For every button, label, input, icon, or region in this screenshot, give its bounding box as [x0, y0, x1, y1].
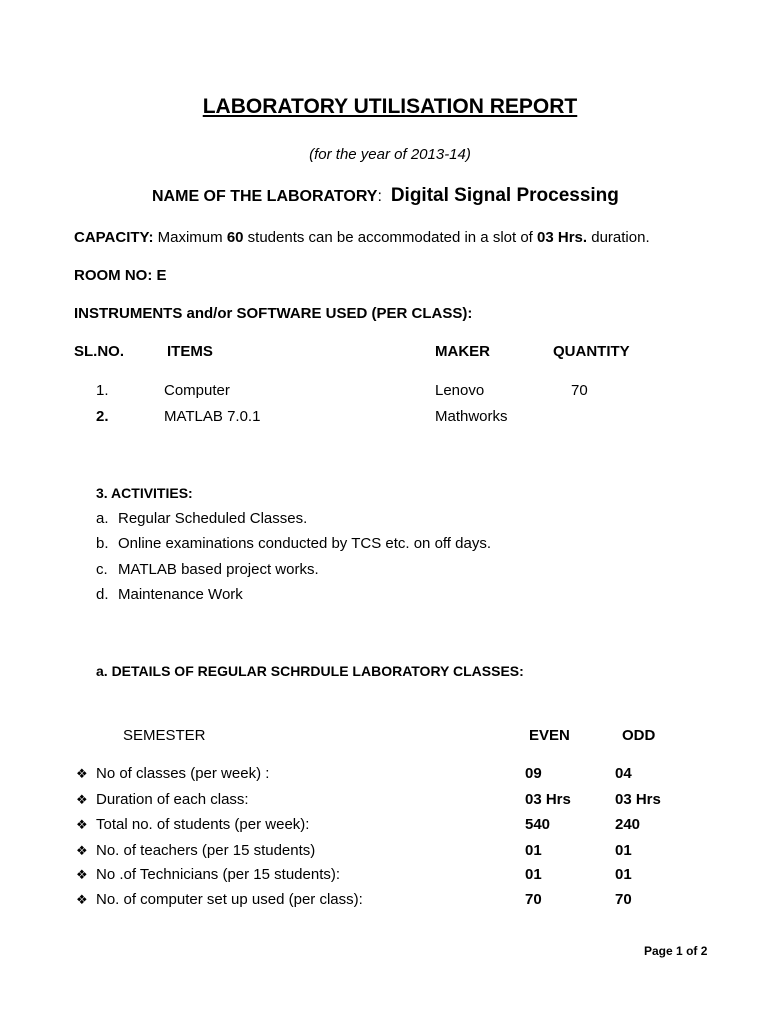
semester-row-odd: 01 — [615, 866, 632, 883]
semester-row-odd: 04 — [615, 765, 632, 782]
activity-text: Regular Scheduled Classes. — [118, 510, 308, 527]
page-total: 2 — [700, 944, 708, 958]
semester-row — [76, 765, 269, 782]
lab-name-value: Digital Signal Processing — [390, 185, 619, 206]
page-number — [644, 944, 707, 958]
lab-name-line — [152, 185, 619, 207]
odd-header: ODD — [622, 727, 656, 744]
semester-row-label: No .of Technicians (per 15 students): — [96, 866, 341, 883]
instruments-header-items: ITEMS — [167, 343, 213, 360]
activity-item-b — [96, 535, 491, 552]
diamond-bullet-icon: ❖ — [76, 867, 88, 882]
semester-row — [76, 791, 249, 808]
semester-row-label: Total no. of students (per week): — [96, 816, 310, 833]
capacity-line — [74, 229, 650, 246]
activity-item-d — [96, 586, 243, 603]
semester-header: SEMESTER — [123, 727, 206, 744]
semester-row — [76, 891, 363, 908]
semester-row — [76, 866, 340, 883]
semester-row-odd: 01 — [615, 842, 632, 859]
capacity-text1: Maximum — [157, 229, 223, 246]
semester-row-label: No of classes (per week) : — [96, 765, 270, 782]
capacity-students: 60 — [226, 229, 244, 246]
activity-item-c — [96, 561, 319, 578]
instrument-row-2-maker: Mathworks — [435, 408, 508, 425]
instrument-row-2-item: MATLAB 7.0.1 — [164, 408, 261, 425]
activity-text: Online examinations conducted by TCS etc. on off days. — [118, 535, 491, 552]
semester-row-even: 70 — [525, 891, 542, 908]
activities-heading: 3. ACTIVITIES: — [96, 485, 193, 501]
semester-row-label: No. of teachers (per 15 students) — [96, 842, 316, 859]
activity-marker: d. — [96, 586, 109, 603]
activity-text: MATLAB based project works. — [118, 561, 319, 578]
instrument-row-1-quantity: 70 — [571, 382, 588, 399]
instrument-row-1-item: Computer — [164, 382, 230, 399]
report-subtitle: (for the year of 2013-14) — [309, 146, 471, 163]
capacity-text2: students can be accommodated in a slot of — [247, 229, 533, 246]
capacity-label: CAPACITY: — [74, 229, 154, 246]
diamond-bullet-icon: ❖ — [76, 892, 88, 907]
semester-row-even: 03 Hrs — [525, 791, 571, 808]
lab-name-separator: : — [377, 188, 382, 205]
semester-row-label: Duration of each class: — [96, 791, 249, 808]
instruments-header-maker: MAKER — [435, 343, 490, 360]
diamond-bullet-icon: ❖ — [76, 766, 88, 781]
activity-marker: a. — [96, 510, 109, 527]
details-heading: a. DETAILS OF REGULAR SCHRDULE LABORATORY CLASSES: — [96, 663, 524, 679]
activity-text: Maintenance Work — [118, 586, 243, 603]
instruments-header-quantity: QUANTITY — [553, 343, 630, 360]
semester-row-label: No. of computer set up used (per class): — [96, 891, 363, 908]
even-header: EVEN — [529, 727, 570, 744]
semester-row — [76, 842, 315, 859]
activity-marker: b. — [96, 535, 109, 552]
semester-row-even: 01 — [525, 842, 542, 859]
instrument-row-1-maker: Lenovo — [435, 382, 485, 399]
instruments-header-slno: SL.NO. — [74, 343, 125, 360]
instrument-row-2-slno: 2. — [96, 408, 109, 425]
capacity-duration: 03 Hrs. — [537, 229, 588, 246]
semester-row-even: 09 — [525, 765, 542, 782]
room-number: ROOM NO: E — [74, 267, 167, 284]
semester-row-even: 01 — [525, 866, 542, 883]
activity-item-a — [96, 510, 307, 527]
diamond-bullet-icon: ❖ — [76, 843, 88, 858]
semester-row-even: 540 — [525, 816, 551, 833]
report-title: LABORATORY UTILISATION REPORT — [202, 95, 578, 118]
page-label: Page — [644, 944, 673, 958]
lab-name-label: NAME OF THE LABORATORY — [152, 188, 378, 205]
instrument-row-1-slno: 1. — [96, 382, 109, 399]
semester-row-odd: 70 — [615, 891, 632, 908]
activity-marker: c. — [96, 561, 108, 578]
semester-row-odd: 03 Hrs — [615, 791, 661, 808]
semester-row — [76, 816, 309, 833]
diamond-bullet-icon: ❖ — [76, 817, 88, 832]
diamond-bullet-icon: ❖ — [76, 792, 88, 807]
page-of: of — [686, 944, 698, 958]
instruments-heading: INSTRUMENTS and/or SOFTWARE USED (PER CLASS): — [74, 305, 473, 322]
semester-row-odd: 240 — [615, 816, 641, 833]
page-current: 1 — [676, 944, 683, 958]
capacity-text3: duration. — [591, 229, 650, 246]
